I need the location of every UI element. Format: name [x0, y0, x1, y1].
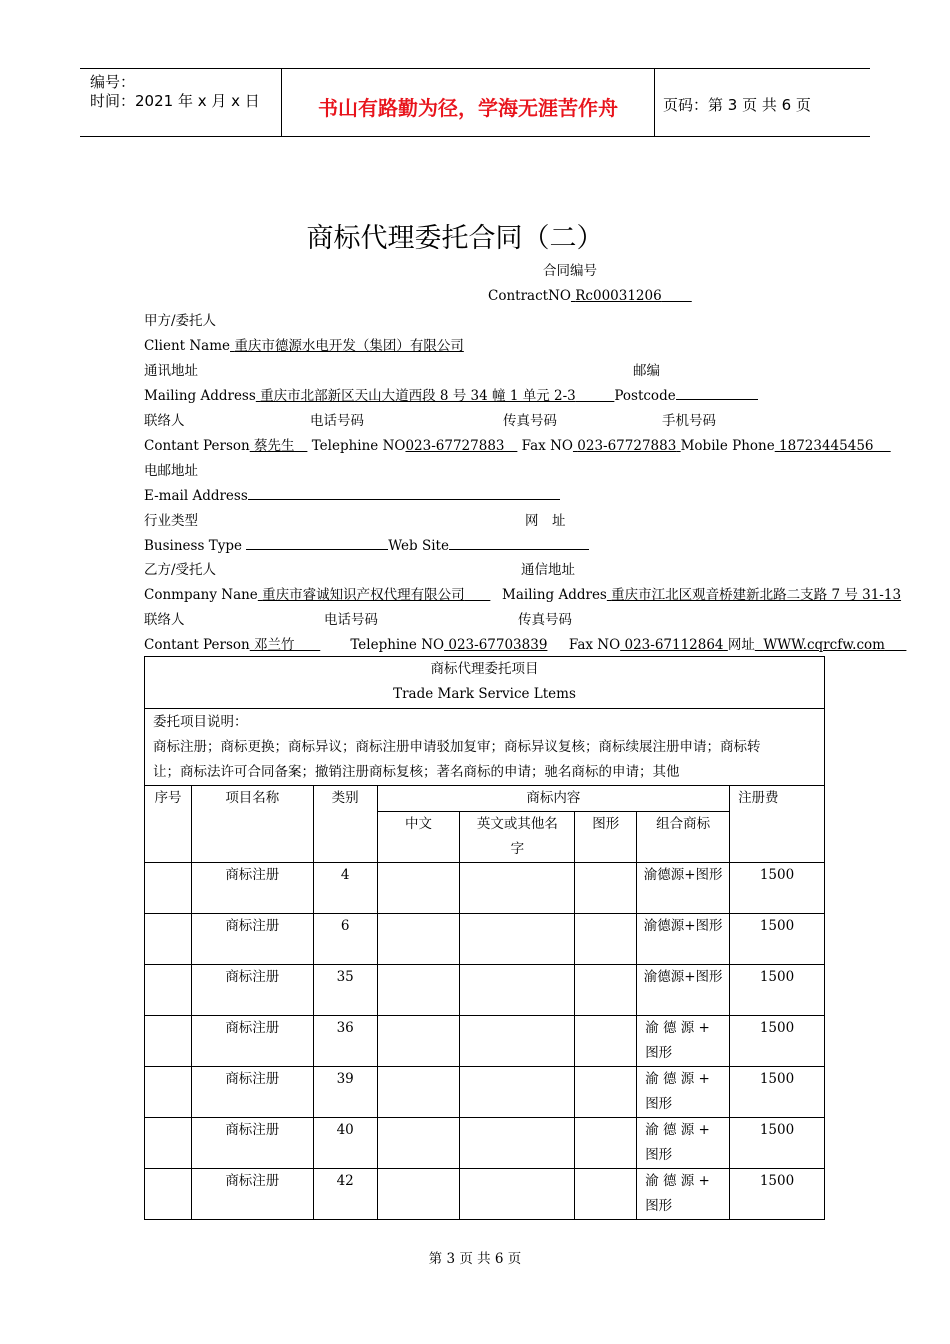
agent-tel-label: Telephine NO — [350, 637, 445, 653]
table-title-en: Trade Mark Service Ltems — [393, 686, 576, 702]
agent-fax-cn: 传真号码 — [518, 612, 572, 628]
header-category: 类别 — [313, 786, 377, 863]
row-english — [460, 1067, 575, 1118]
row-category: 40 — [313, 1118, 377, 1169]
row-chinese — [377, 914, 460, 965]
client-business-line — [144, 537, 589, 555]
client-name-label: Client Name — [144, 338, 231, 354]
client-web-blank — [449, 537, 589, 550]
header-combined: 组合商标 — [637, 812, 730, 863]
header-motto-cell — [282, 69, 655, 136]
row-item-name: 商标注册 — [191, 863, 313, 914]
client-address-line — [144, 387, 758, 405]
row-seq — [145, 914, 192, 965]
description-line-2: 让；商标法许可合同备案；撤销注册商标复核；著名商标的申请；驰名商标的申请；其他 — [153, 764, 680, 780]
client-address-value: 重庆市北部新区天山大道西段 8 号 34 幢 1 单元 2-3 — [260, 388, 576, 404]
row-graphic — [575, 1118, 637, 1169]
row-graphic — [575, 1016, 637, 1067]
table-row — [145, 1169, 825, 1220]
header-seq: 序号 — [145, 786, 192, 863]
client-postcode-blank — [676, 387, 758, 400]
row-chinese — [377, 863, 460, 914]
client-postcode-label: Postcode — [614, 388, 676, 404]
row-chinese — [377, 1118, 460, 1169]
row-seq — [145, 965, 192, 1016]
row-category: 4 — [313, 863, 377, 914]
agent-contact-line — [144, 636, 906, 654]
header-fee: 注册费 — [730, 786, 825, 863]
row-combined: 渝 德 源 + 图形 — [637, 1016, 730, 1067]
client-address-label: Mailing Address — [144, 388, 256, 404]
header-meta-cell — [80, 69, 282, 136]
number-label: 编号： — [90, 73, 136, 91]
row-graphic — [575, 914, 637, 965]
row-fee: 1500 — [730, 1016, 825, 1067]
client-address-cn: 通讯地址 — [144, 363, 198, 379]
agent-fax-label: Fax NO — [568, 637, 621, 653]
client-web-cn: 网 址 — [525, 513, 566, 529]
contract-no-value: Rc00031206 — [575, 288, 662, 304]
table-row — [145, 914, 825, 965]
description-line-1: 商标注册；商标更换；商标异议；商标注册申请驳加复审；商标异议复核；商标续展注册申请；商标转 — [153, 739, 761, 755]
client-email-cn: 电邮地址 — [144, 463, 198, 479]
agent-contact-value: 邓兰竹 — [254, 637, 295, 653]
row-combined: 渝德源+图形 — [637, 863, 730, 914]
client-email-line — [144, 487, 560, 505]
contract-no-label: ContractNO — [488, 288, 571, 304]
row-fee: 1500 — [730, 965, 825, 1016]
agent-tel-value: 023-67703839 — [448, 637, 548, 653]
table-description-cell — [145, 709, 825, 786]
client-mobile-label: Mobile Phone — [680, 438, 775, 454]
row-category: 6 — [313, 914, 377, 965]
table-row — [145, 863, 825, 914]
table-row — [145, 1016, 825, 1067]
time-label: 时间：2021 年 x 月 x 日 — [90, 92, 260, 110]
client-tel-cn: 电话号码 — [310, 413, 364, 429]
row-chinese — [377, 1067, 460, 1118]
row-graphic — [575, 863, 637, 914]
row-fee: 1500 — [730, 914, 825, 965]
client-fax-value: 023-67727883 — [577, 438, 677, 454]
row-graphic — [575, 965, 637, 1016]
header-content: 商标内容 — [377, 786, 729, 812]
agent-web-label: 网址 — [727, 637, 755, 653]
page-footer: 第 3 页 共 6 页 — [428, 1251, 522, 1267]
agent-fax-value: 023-67112864 — [624, 637, 724, 653]
client-mobile-value: 18723445456 — [779, 438, 874, 454]
row-english — [460, 863, 575, 914]
document-title: 商标代理委托合同（二） — [306, 223, 604, 254]
client-tel-label: Telephine NO — [311, 438, 406, 454]
row-fee: 1500 — [730, 1118, 825, 1169]
row-combined: 渝德源+图形 — [637, 965, 730, 1016]
row-english — [460, 965, 575, 1016]
client-email-blank — [248, 487, 560, 500]
party-b-label: 乙方/受托人 — [144, 562, 217, 578]
agent-contact-cn: 联络人 — [144, 612, 185, 628]
client-email-label: E-mail Address — [144, 488, 248, 504]
client-tel-value: 023-67727883 — [405, 438, 505, 454]
header-chinese: 中文 — [377, 812, 460, 863]
description-label: 委托项目说明： — [153, 714, 248, 730]
row-combined: 渝 德 源 + 图形 — [637, 1118, 730, 1169]
party-a-label: 甲方/委托人 — [144, 313, 217, 329]
row-fee: 1500 — [730, 1169, 825, 1220]
row-english — [460, 1118, 575, 1169]
row-combined: 渝德源+图形 — [637, 914, 730, 965]
row-item-name: 商标注册 — [191, 1067, 313, 1118]
row-seq — [145, 1067, 192, 1118]
row-combined: 渝 德 源 + 图形 — [637, 1169, 730, 1220]
row-category: 35 — [313, 965, 377, 1016]
client-name-line — [144, 337, 464, 355]
row-graphic — [575, 1067, 637, 1118]
client-web-label: Web Site — [388, 538, 449, 554]
row-seq — [145, 1016, 192, 1067]
page-indicator: 页码：第 3 页 共 6 页 — [663, 96, 811, 114]
row-seq — [145, 863, 192, 914]
agent-address-label: Mailing Addres — [502, 587, 607, 603]
client-mobile-cn: 手机号码 — [662, 413, 716, 429]
header-name: 项目名称 — [191, 786, 313, 863]
header-english: 英文或其他名字 — [460, 812, 575, 863]
agent-contact-label: Contant Person — [144, 637, 250, 653]
client-contact-cn: 联络人 — [144, 413, 185, 429]
row-item-name: 商标注册 — [191, 914, 313, 965]
client-postcode-cn: 邮编 — [633, 363, 660, 379]
header-page-cell — [655, 69, 870, 136]
client-business-cn: 行业类型 — [144, 513, 198, 529]
table-row — [145, 965, 825, 1016]
row-chinese — [377, 1016, 460, 1067]
client-contact-value: 蔡先生 — [254, 438, 295, 454]
agent-tel-cn: 电话号码 — [324, 612, 378, 628]
row-item-name: 商标注册 — [191, 1016, 313, 1067]
row-seq — [145, 1118, 192, 1169]
agent-address-value: 重庆市江北区观音桥建新北路二支路 7 号 31-13 — [611, 587, 902, 603]
client-fax-label: Fax NO — [521, 438, 573, 454]
client-fax-cn: 传真号码 — [503, 413, 557, 429]
table-title-cell — [145, 657, 825, 709]
row-english — [460, 1169, 575, 1220]
motto: 书山有路勤为径，学海无涯苦作舟 — [318, 96, 618, 120]
agent-company-label: Conmpany Nane — [144, 587, 258, 603]
row-chinese — [377, 965, 460, 1016]
row-english — [460, 1016, 575, 1067]
contract-no-cn: 合同编号 — [543, 263, 597, 279]
page-header — [80, 68, 870, 137]
contract-no-line — [488, 287, 692, 305]
row-english — [460, 914, 575, 965]
client-name-value: 重庆市德源水电开发（集团）有限公司 — [234, 338, 464, 354]
row-seq — [145, 1169, 192, 1220]
row-category: 42 — [313, 1169, 377, 1220]
row-chinese — [377, 1169, 460, 1220]
agent-company-line — [144, 586, 490, 604]
agent-address-line — [502, 586, 901, 604]
row-item-name: 商标注册 — [191, 965, 313, 1016]
table-title-cn: 商标代理委托项目 — [430, 661, 539, 677]
agent-web-value: WWW.cqrcfw.com — [763, 637, 885, 653]
client-contact-label: Contant Person — [144, 438, 250, 454]
client-contact-line — [144, 437, 891, 455]
row-graphic — [575, 1169, 637, 1220]
client-business-blank — [246, 537, 388, 550]
row-fee: 1500 — [730, 1067, 825, 1118]
agent-company-value: 重庆市睿诚知识产权代理有限公司 — [262, 587, 465, 603]
row-item-name: 商标注册 — [191, 1169, 313, 1220]
table-row — [145, 1118, 825, 1169]
row-category: 39 — [313, 1067, 377, 1118]
table-row — [145, 1067, 825, 1118]
row-combined: 渝 德 源 + 图形 — [637, 1067, 730, 1118]
client-business-label: Business Type — [144, 538, 242, 554]
service-items-table — [144, 656, 825, 1220]
row-category: 36 — [313, 1016, 377, 1067]
row-fee: 1500 — [730, 863, 825, 914]
row-item-name: 商标注册 — [191, 1118, 313, 1169]
agent-address-cn: 通信地址 — [521, 562, 575, 578]
header-graphic: 图形 — [575, 812, 637, 863]
